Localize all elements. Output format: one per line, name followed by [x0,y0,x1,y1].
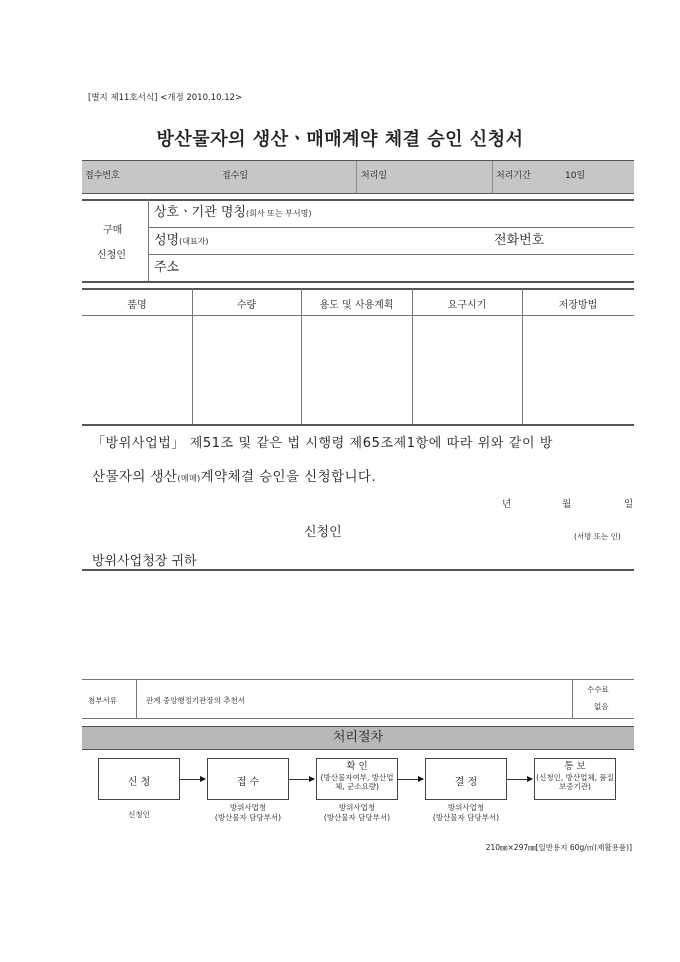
arrow-1 [180,779,205,780]
receipt-bar [82,160,634,194]
processed-date-label: 처리일 [361,171,388,181]
step-verify-box [316,758,398,800]
date-year[interactable]: 년 [502,499,512,510]
applicant-row-divider-2 [148,254,634,255]
statement-bottom-border [82,569,634,571]
step-decide-title: 결 정 [454,777,478,788]
processing-period-cell [492,161,634,193]
form-reference: [별지 제11호서식] <개정 2010.10.12> [88,93,243,103]
receipt-date-cell[interactable] [218,161,356,193]
attachments-label: 첨부서류 [88,696,117,705]
paper-spec-footnote: 210㎜×297㎜[일반용지 60g/㎡(재활용품)] [485,843,632,852]
processing-period-value: 10일 [565,171,586,181]
actor-apply [98,810,180,820]
receipt-date-label: 접수일 [222,171,249,181]
step-receive-box [207,758,289,800]
actor-receive-name: 방위사업청 [229,803,267,812]
step-verify-detail: (방산물자여부, 방산업체, 군소요량) [320,773,394,791]
attachments-divider-2 [572,680,573,718]
processed-date-cell[interactable] [356,161,492,193]
applicant-bottom-border [82,281,634,283]
page-title: 방산물자의 생산ㆍ매매계약 체결 승인 신청서 [156,129,524,150]
step-apply-title: 신 청 [127,777,151,788]
company-name-note: (회사 또는 부서명) [246,209,312,218]
actor-receive [196,803,300,823]
fee-label: 수수료 [587,685,609,694]
items-cell-product[interactable] [83,316,191,423]
step-notify-title: 통 보 [564,761,586,772]
receipt-number-label: 접수번호 [85,171,120,181]
date-month[interactable]: 월 [562,499,572,510]
actor-decide-name: 방위사업청 [447,803,485,812]
company-name-label: 상호ㆍ기관 명칭 [154,205,247,220]
step-notify-box [534,758,616,800]
items-cell-required-date[interactable] [413,316,521,423]
signature-note[interactable]: (서명 또는 인) [574,532,621,541]
representative-name-note: (대표자) [179,237,209,246]
procedure-header: 처리절차 [82,726,634,750]
applicant-label-divider [148,199,149,281]
receipt-number-cell[interactable] [82,161,212,193]
actor-apply-name: 신청인 [128,810,150,819]
items-header-product: 품명 [127,300,147,311]
arrow-2 [289,779,314,780]
items-cell-usage-plan[interactable] [302,316,411,423]
items-header-usage-plan: 용도 및 사용계획 [319,300,394,311]
items-header-required-date: 요구시기 [447,300,487,311]
step-verify-title: 확 인 [346,761,368,772]
items-cell-quantity[interactable] [193,316,300,423]
applicant-label-line2: 신청인 [97,250,126,261]
addressee: 방위사업청장 귀하 [92,554,197,569]
items-header-storage-method: 저장방법 [558,300,598,311]
items-header-quantity: 수량 [236,300,257,311]
attachments-row [82,679,634,719]
processing-period-label: 처리기간 [496,171,531,181]
actor-decide [414,803,518,823]
actor-decide-detail: (방산물자 담당부서) [432,813,500,822]
applicant-row-divider-1 [148,227,634,228]
date-day[interactable]: 일 [624,499,634,510]
statement-line-2a: 산물자의 생산 [92,469,178,485]
arrow-3 [398,779,423,780]
step-apply-box [98,758,180,800]
items-top-border [82,288,634,290]
representative-name-field[interactable] [154,229,209,248]
step-decide-box [425,758,507,800]
fee-value: 없음 [594,702,609,711]
actor-verify-name: 방위사업청 [338,803,376,812]
step-notify-detail: (신청인, 방산업체, 품질보증기관) [536,773,614,791]
representative-name-label: 성명 [154,233,180,248]
attachments-divider-1 [136,680,137,718]
actor-receive-detail: (방산물자 담당부서) [214,813,282,822]
items-cell-storage-method[interactable] [523,316,633,423]
statement-line-2-small: (매매) [177,474,201,483]
actor-verify-detail: (방산물자 담당부서) [323,813,391,822]
statement-line-2 [92,465,376,485]
attachments-content: 관계 중앙행정기관장의 추천서 [146,696,245,705]
items-bottom-border [82,424,634,426]
step-receive-title: 접 수 [236,777,260,788]
statement-line-1: 「방위사업법」 제51조 및 같은 법 시행령 제65조제1항에 따라 위와 같이 방 [92,436,553,451]
company-name-field[interactable] [154,201,311,220]
address-field[interactable]: 주소 [154,260,180,275]
phone-number-field[interactable]: 전화번호 [494,233,545,248]
signer-label: 신청인 [304,525,342,540]
arrow-4 [507,779,532,780]
applicant-label-line1: 구매 [103,225,123,236]
statement-line-2b: 계약체결 승인을 신청합니다. [200,469,377,485]
actor-verify [305,803,409,823]
